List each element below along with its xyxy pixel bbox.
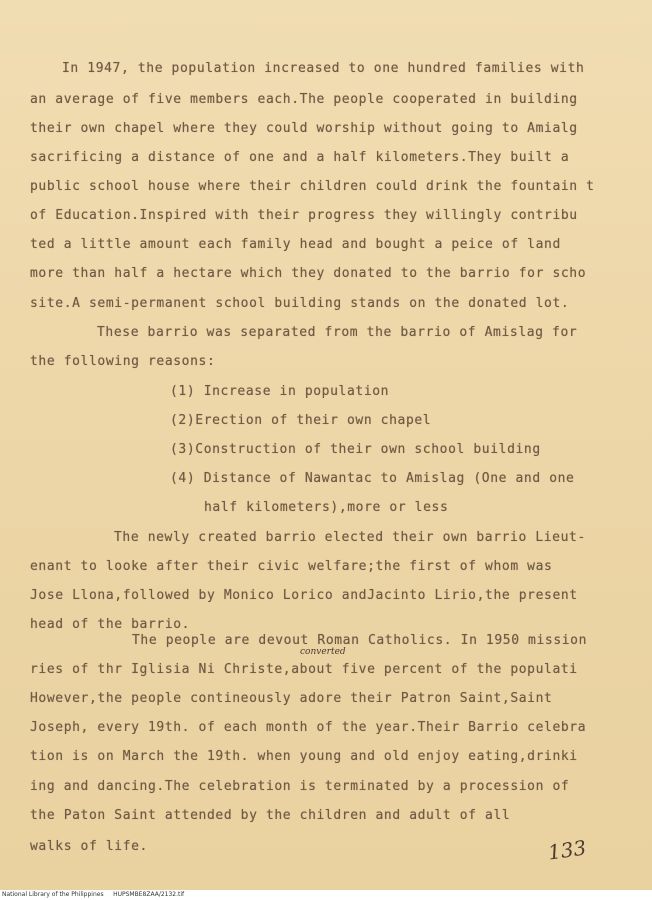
reason-3: (3)Construction of their own school building xyxy=(170,442,541,457)
reason-2: (2)Erection of their own chapel xyxy=(170,413,432,428)
text-line-20: head of the barrio. xyxy=(30,617,191,632)
text-line-6: of Education.Inspired with their progress they willingly contribu xyxy=(30,208,578,223)
text-line-10: These barrio was separated from the barrio of Amislag for xyxy=(97,325,578,340)
text-line-1: In 1947, the population increased to one hundred families with xyxy=(62,61,585,76)
handwritten-converted-note: converted xyxy=(300,647,346,657)
text-line-3: their own chapel where they could worship without going to Amialg xyxy=(30,121,578,136)
text-line-2: an average of five members each.The people cooperated in building xyxy=(30,92,578,107)
text-line-5: public school house where their children could drink the fountain t xyxy=(30,179,595,194)
text-line-7: ted a little amount each family head and bought a peice of land xyxy=(30,237,561,252)
text-line-21: The people are devout Roman Catholics. In 1950 mission xyxy=(132,633,588,648)
text-line-11: the following reasons: xyxy=(30,354,216,369)
text-line-22: ries of thr Iglisia Ni Christe,about five percent of the populati xyxy=(30,662,578,677)
text-line-23: However,the people contineously adore their Patron Saint,Saint xyxy=(30,691,553,706)
text-line-25: tion is on March the 19th. when young and old enjoy eating,drinki xyxy=(30,749,578,764)
text-line-18: enant to looke after their civic welfare;the first of whom was xyxy=(30,559,553,574)
text-line-26: ing and dancing.The celebration is terminated by a procession of xyxy=(30,779,570,794)
text-line-17: The newly created barrio elected their own barrio Lieut- xyxy=(114,530,586,545)
reason-4-cont: half kilometers),more or less xyxy=(204,500,449,515)
text-line-19: Jose Llona,followed by Monico Lorico andJacinto Lirio,the present xyxy=(30,588,578,603)
text-line-24: Joseph, every 19th. of each month of the year.Their Barrio celebra xyxy=(30,720,587,735)
text-line-8: more than half a hectare which they donated to the barrio for scho xyxy=(30,266,587,281)
scan-footer: National Library of the Philippines HUPSMBE8ZAA/2132.tif xyxy=(0,890,652,900)
text-line-9: site.A semi-permanent school building stands on the donated lot. xyxy=(30,296,570,311)
text-line-4: sacrificing a distance of one and a half kilometers.They built a xyxy=(30,150,570,165)
reason-4: (4) Distance of Nawantac to Amislag (One and one xyxy=(170,471,575,486)
reason-1: (1) Increase in population xyxy=(170,384,390,399)
text-line-27: the Paton Saint attended by the children and adult of all xyxy=(30,808,511,823)
handwritten-page-number: 133 xyxy=(546,835,588,865)
text-line-28: walks of life. xyxy=(30,839,148,854)
